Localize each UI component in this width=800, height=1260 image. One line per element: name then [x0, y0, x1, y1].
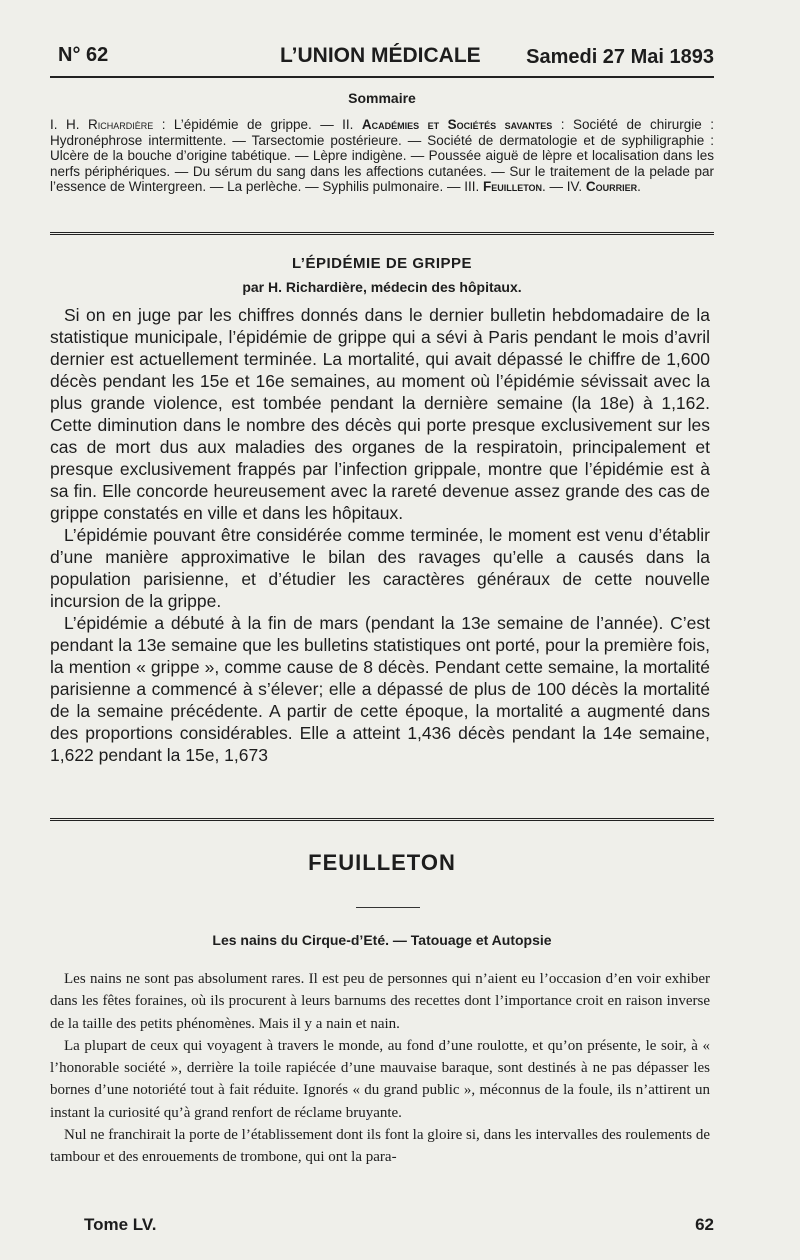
issue-number: N° 62: [58, 44, 109, 66]
volume-label: Tome LV.: [84, 1215, 157, 1234]
feuilleton-separator: [50, 818, 714, 824]
sommaire-part3-sep: . — IV.: [542, 179, 586, 194]
page-header: [50, 40, 714, 72]
sommaire-rule: [50, 232, 714, 238]
article-body: [50, 304, 710, 766]
page-number: 62: [695, 1215, 714, 1234]
sommaire-part1-prefix: I. H.: [50, 117, 88, 132]
sommaire-part4-label: Courrier: [585, 179, 638, 194]
sommaire-text: [50, 117, 714, 195]
article-paragraph: Si on en juge par les chiffres donnés dans le dernier bulletin hebdomadaire de la statistique municipale, l’épidémie de grippe qui a sévi à Paris pendant le mois d’avril dernier est actuellement terminée. La mortalité, qui avait dépassé le chiffre de 1,600 décès pendant les 15e et 16e semaines, au moment où l’épidémie sévissait avec la plus grande violence, est tombée pendant la dernière semaine (la 18e) à 1,162. Cette diminution dans le nombre des décès qui porte presque exclusivement sur les cas de mort dus aux maladies des organes de la respiratoin, principalement et presque exclusivement frappés par l’infection grippale, montre que l’épidémie est à sa fin. Elle concorde heureusement avec la rareté devenue assez grande des cas de grippe constatés en ville et dans les hôpitaux.: [50, 305, 710, 523]
article-byline: par H. Richardière, médecin des hôpitaux.: [242, 279, 522, 295]
feuilleton-paragraph: Les nains ne sont pas absolument rares. Il est peu de personnes qui n’aient eu l’occasion d’en voir exhiber dans les fêtes foraines, où ils procurent à leurs barnums des recettes dont l’importance croit en raison inverse de la taille des petits phénomènes. Mais il y a nain et nain.: [50, 971, 710, 1032]
issue-date: Samedi 27 Mai 1893: [526, 46, 714, 68]
sommaire-part1-text: : L’épidémie de grippe. — II.: [153, 117, 362, 132]
sommaire-part3-label: Feuilleton: [482, 179, 543, 194]
sommaire-author: Richardière: [87, 117, 154, 132]
feuilleton-body: [50, 968, 710, 1169]
feuilleton-paragraph: La plupart de ceux qui voyagent à travers le monde, au fond d’une roulotte, et qu’on présente, le soir, à « l’honorable société », derrière la toile rapiécée d’une mauvaise baraque, sont destinés à ne pas dépasser les bornes d’une notoriété tout à fait réduite. Ignorés « du grand public », méconnus de la foule, ils n’attirent un instant la curiosité qu’à grand renfort de réclame bruyante.: [50, 1037, 710, 1121]
journal-page: [50, 0, 714, 1260]
article-paragraph: L’épidémie a débuté à la fin de mars (pendant la 13e semaine de l’année). C’est pendant la 13e semaine que les bulletins statistiques ont porté, pour la première fois, la mention « grippe », comme cause de 8 décès. Pendant cette semaine, la mortalité parisienne a commencé à s’élever; elle a dépassé de plus de 100 décès la mortalité de la semaine précédente. A partir de cette époque, la mortalité a augmenté dans des proportions considérables. Elle a atteint 1,436 décès pendant la 14e semaine, 1,622 pendant la 15e, 1,673: [50, 613, 710, 765]
sommaire-part2-text: : Société de chirurgie : Hydronéphrose intermittente. — Tarsectomie postérieure. — Société de dermatologie et de syphiligraphie : Ulcère de la bouche d’origine tabétique. — Lèpre indigène. — Poussée aiguë de lèpre et localisation dans les nerfs périphériques. — Du sérum du sang dans les affections cutanées. — Sur le traitement de la pelade par l’essence de Wintergreen. — La perlèche. — Syphilis pulmonaire. — III.: [50, 117, 714, 194]
header-rule: [50, 76, 714, 78]
feuilleton-subtitle: Les nains du Cirque-d’Eté. — Tatouage et Autopsie: [212, 932, 552, 948]
article-title: L’ÉPIDÉMIE DE GRIPPE: [291, 255, 473, 272]
article-paragraph: L’épidémie pouvant être considérée comme terminée, le moment est venu d’établir d’une manière approximative le bilan des ravages qu’elle a causés dans la population parisienne, et d’étudier les caractères généraux de cette nouvelle incursion de la grippe.: [50, 525, 710, 611]
feuilleton-title: FEUILLETON: [308, 850, 456, 875]
feuilleton-title-rule: [356, 907, 420, 908]
sommaire-part2-label: Académies et Sociétés savantes: [361, 117, 553, 132]
journal-title: L’UNION MÉDICALE: [280, 44, 481, 67]
sommaire-heading: Sommaire: [348, 90, 416, 106]
sommaire-end: .: [637, 179, 641, 194]
feuilleton-paragraph: Nul ne franchirait la porte de l’établissement dont ils font la gloire si, dans les intervalles des roulements de tambour et des enrouements de trombone, qui ont la para-: [50, 1127, 710, 1166]
